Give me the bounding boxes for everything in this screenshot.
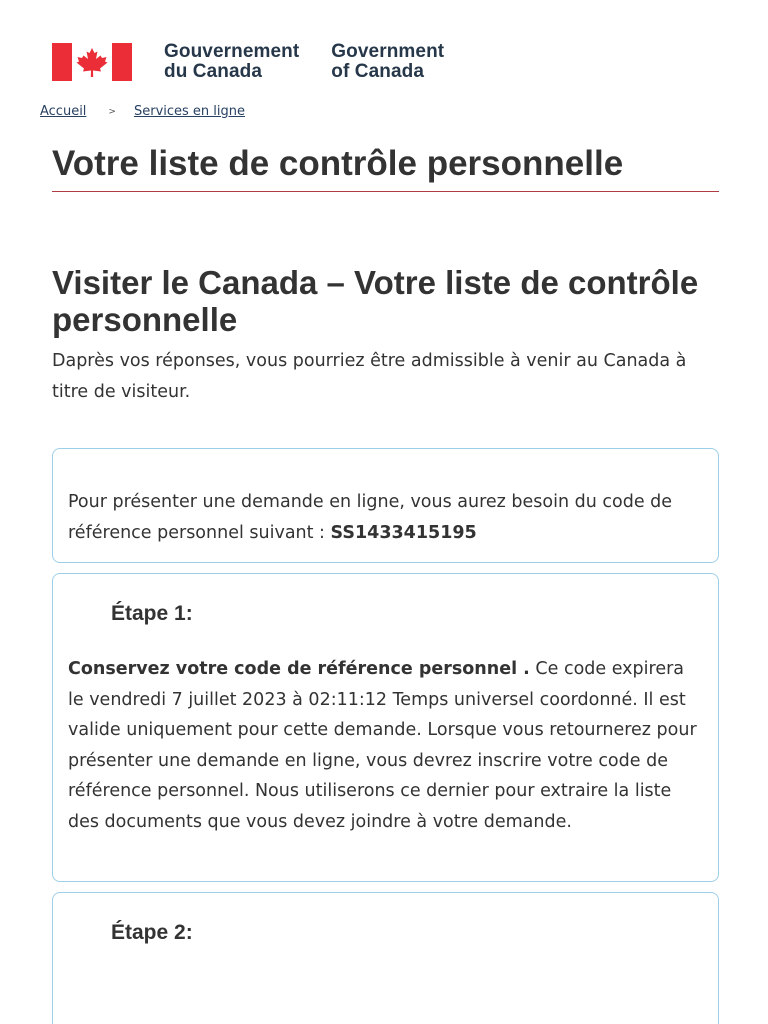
step1-heading: Étape 1: [111,602,193,625]
reference-code-text [68,487,698,548]
signature-en-line1: Government [331,41,445,62]
canada-flag-icon[interactable] [52,43,132,81]
breadcrumb-separator: > [108,106,116,117]
step1-bold-lead: Conservez votre code de référence personnel . [68,659,530,679]
step2-panel [52,892,719,1024]
signature-fr-line1: Gouvernement [164,41,300,62]
breadcrumb [40,104,245,119]
page-title: Votre liste de contrôle personnelle [52,145,719,192]
signature-en-line2: of Canada [331,61,425,82]
breadcrumb-home-link[interactable]: Accueil [40,104,87,119]
step1-text [68,654,698,837]
signature-fr-line2: du Canada [164,61,263,82]
reference-code-panel [52,448,719,563]
signature-fr[interactable] [164,42,299,82]
section-title: Visiter le Canada – Votre liste de contrôle personnelle [52,264,699,338]
intro-text: Daprès vos réponses, vous pourriez être admissible à venir au Canada à titre de visiteur. [52,351,687,402]
reference-code-value: SS1433415195 [330,522,477,543]
step1-body: Ce code expirera le vendredi 7 juillet 2023 à 02:11:12 Temps universel coordonné. Il est valide uniquement pour cette demande. Lorsque vous retournerez pour présenter une demande en ligne, vous devrez inscrire votre code de référence personnel. Nous utiliserons ce dernier pour extraire la liste des documents que vous devez joindre à votre demande. [68,659,697,832]
breadcrumb-services-link[interactable]: Services en ligne [133,104,246,119]
step1-panel [52,573,719,882]
step2-heading: Étape 2: [111,921,193,944]
signature-en[interactable] [331,42,444,82]
reference-code-label: Pour présenter une demande en ligne, vous aurez besoin du code de référence personnel suivant : [68,492,673,543]
site-header [52,42,444,82]
